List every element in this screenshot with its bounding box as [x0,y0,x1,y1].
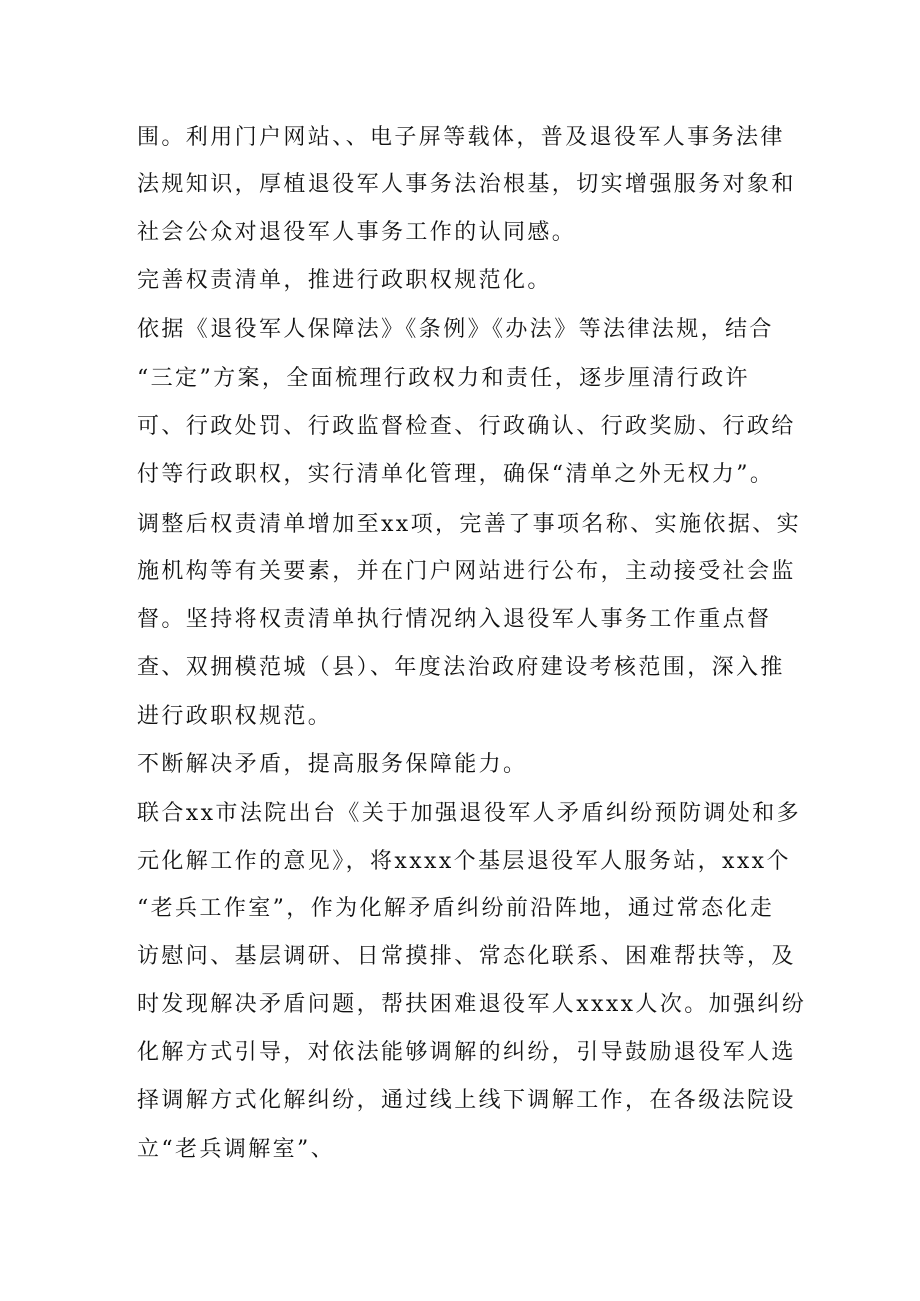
section-heading: 不断解决矛盾，提高服务保障能力。 [137,752,528,777]
text-line: 督。坚持将权责清单执行情况纳入退役军人事务工作重点督 [137,607,772,632]
text-line: “老兵工作室”，作为化解矛盾纠纷前沿阵地，通过常态化走 [137,896,775,921]
text-line: 访慰问、基层调研、日常摸排、常态化联系、困难帮扶等，及 [137,944,796,969]
text-line: 施机构等有关要素，并在门户网站进行公布，主动接受社会监 [137,559,796,584]
text-line: 进行政职权规范。 [137,704,333,729]
text-line: 围。利用门户网站、、电子屏等载体，普及退役军人事务法律 [137,125,785,150]
section-heading: 完善权责清单，推进行政职权规范化。 [137,268,552,293]
text-line: 元化解工作的意见》，将xxxx个基层退役军人服务站，xxx个 [137,849,791,874]
text-line: 时发现解决矛盾问题，帮扶困难退役军人xxxx人次。加强纠纷 [137,992,807,1017]
text-line: 择调解方式化解纠纷，通过线上线下调解工作，在各级法院设 [137,1088,796,1113]
text-line: 调整后权责清单增加至xx项，完善了事项名称、实施依据、实 [137,512,802,537]
text-line: 联合xx市法院出台《关于加强退役军人矛盾纠纷预防调处和多 [137,801,802,826]
text-line: 依据《退役军人保障法》《条例》《办法》等法律法规，结合 [137,317,774,342]
text-line: 查、双拥模范城（县）、年度法治政府建设考核范围，深入推 [137,655,785,680]
text-line: 社会公众对退役军人事务工作的认同感。 [137,220,577,245]
text-line: “三定”方案，全面梳理行政权力和责任，逐步厘清行政许 [137,366,750,391]
text-line: 可、行政处罚、行政监督检查、行政确认、行政奖励、行政给 [137,414,796,439]
text-line: 法规知识，厚植退役军人事务法治根基，切实增强服务对象和 [137,172,796,197]
text-line: 立“老兵调解室”、 [137,1137,336,1162]
text-line: 化解方式引导，对依法能够调解的纠纷，引导鼓励退役军人选 [137,1040,796,1065]
text-line: 付等行政职权，实行清单化管理，确保“清单之外无权力”。 [137,462,775,487]
